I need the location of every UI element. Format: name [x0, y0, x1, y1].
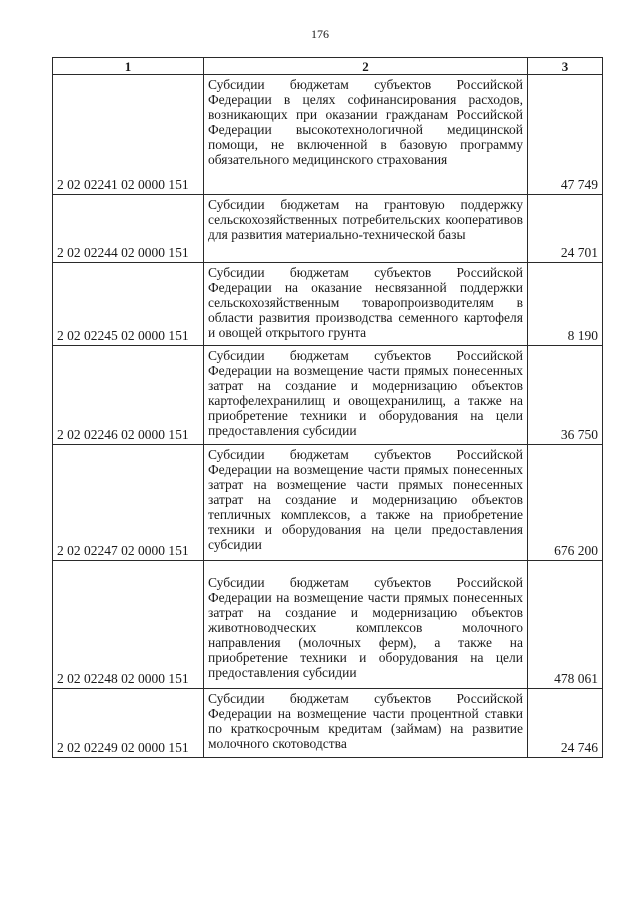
budget-code: 2 02 02248 02 0000 151 [53, 561, 204, 689]
row-description [204, 75, 528, 195]
description-text: Субсидии бюджетам субъектов Российской Федерации на оказание несвязанной поддержки сельскохозяйственным товаропроизводителям в области развития производства семенного картофеля и овощей открытого грунта [208, 265, 523, 340]
budget-code: 2 02 02249 02 0000 151 [53, 689, 204, 758]
amount-value: 36 750 [528, 346, 603, 445]
row-description [204, 445, 528, 561]
row-description [204, 561, 528, 689]
amount-value: 24 746 [528, 689, 603, 758]
table-row [53, 445, 603, 561]
budget-code: 2 02 02246 02 0000 151 [53, 346, 204, 445]
row-description [204, 195, 528, 263]
amount-value: 676 200 [528, 445, 603, 561]
row-description [204, 346, 528, 445]
page-number: 176 [311, 27, 329, 41]
description-text: Субсидии бюджетам субъектов Российской Федерации на возмещение части процентной ставки по краткосрочным кредитам (займам) на развитие молочного скотоводства [208, 691, 523, 751]
budget-table [52, 57, 603, 758]
table-row [53, 346, 603, 445]
budget-code: 2 02 02247 02 0000 151 [53, 445, 204, 561]
table-row [53, 195, 603, 263]
row-description [204, 689, 528, 758]
amount-value: 8 190 [528, 263, 603, 346]
description-text: Субсидии бюджетам субъектов Российской Федерации на возмещение части прямых понесенных затрат на создание и модернизацию объектов животноводческих комплексов молочного направления (молочных ферм), а также на приобретение техники и оборудования на цели предоставления субсидии [208, 575, 523, 680]
amount-value: 24 701 [528, 195, 603, 263]
description-text: Субсидии бюджетам субъектов Российской Федерации на возмещение части прямых понесенных затрат на создание и модернизацию объектов картофелехранилищ и овощехранилищ, а также на приобретение техники и оборудования на цели предоставления субсидии [208, 348, 523, 438]
column-header-1: 1 [53, 58, 204, 75]
column-header-3: 3 [528, 58, 603, 75]
amount-value: 478 061 [528, 561, 603, 689]
description-text: Субсидии бюджетам субъектов Российской Федерации в целях софинансирования расходов, возникающих при оказании гражданам Российской Федерации высокотехнологичной медицинской помощи, не включенной в базовую программу обязательного медицинского страхования [208, 77, 523, 167]
table-row [53, 75, 603, 195]
table-row [53, 561, 603, 689]
description-text: Субсидии бюджетам на грантовую поддержку сельскохозяйственных потребительских кооперативов для развития материально-технической базы [208, 197, 523, 242]
table-row [53, 689, 603, 758]
budget-code: 2 02 02244 02 0000 151 [53, 195, 204, 263]
budget-code: 2 02 02245 02 0000 151 [53, 263, 204, 346]
table-row [53, 263, 603, 346]
table-header-row [53, 58, 603, 75]
row-description [204, 263, 528, 346]
amount-value: 47 749 [528, 75, 603, 195]
budget-code: 2 02 02241 02 0000 151 [53, 75, 204, 195]
column-header-2: 2 [204, 58, 528, 75]
description-text: Субсидии бюджетам субъектов Российской Федерации на возмещение части прямых понесенных затрат на возмещение части прямых понесенных затрат на создание и модернизацию объектов тепличных комплексов, а также на приобретение техники и оборудования на цели предоставления субсидии [208, 447, 523, 552]
